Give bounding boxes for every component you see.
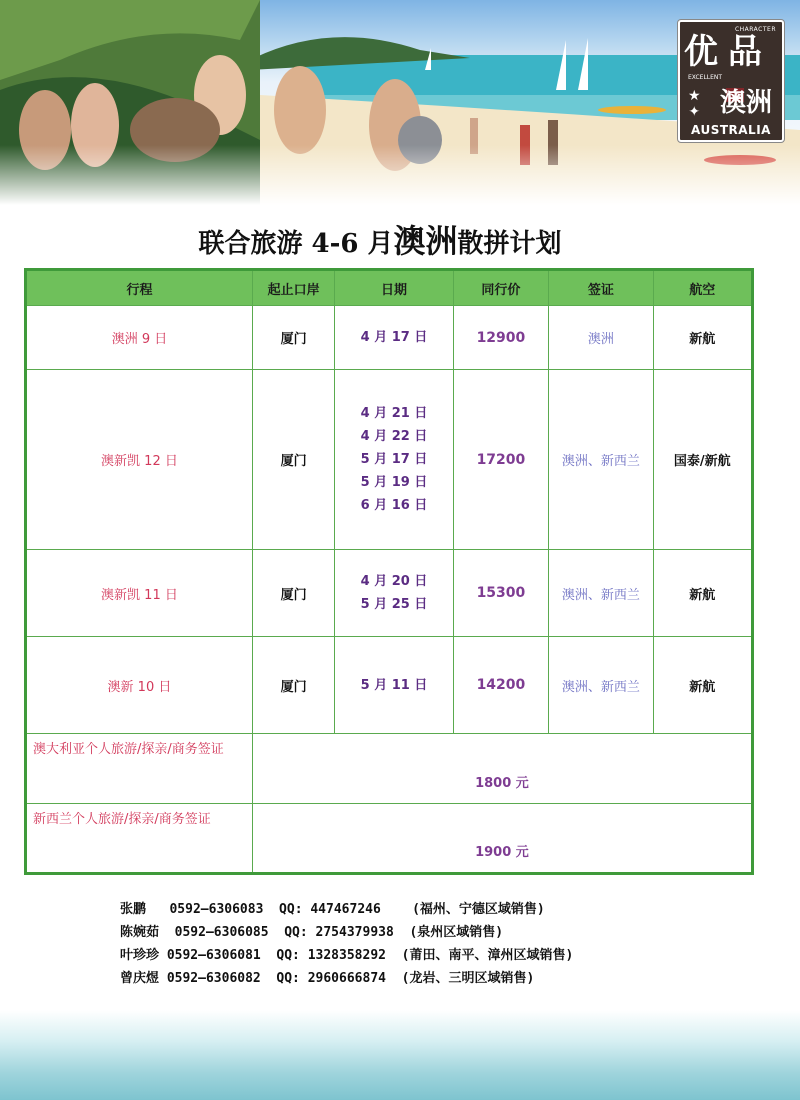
logo-character-text: CHARACTER xyxy=(734,26,776,33)
title-suffix: 散拼计划 xyxy=(457,229,562,259)
visa-service-price: 1900 元 xyxy=(252,804,752,874)
port-cell: 厦门 xyxy=(252,370,334,550)
table-row xyxy=(26,550,753,637)
date-cell xyxy=(335,370,453,550)
date-item: 5 月 11 日 xyxy=(360,677,428,693)
price-cell: 14200 xyxy=(453,637,548,734)
date-item: 6 月 16 日 xyxy=(360,498,428,513)
port-cell: 厦门 xyxy=(252,306,334,370)
date-cell xyxy=(335,306,453,370)
date-cell xyxy=(335,550,453,637)
contact-line: 曾庆煜 0592—6306082 QQ: 2960666874 (龙岩、三明区域销售) xyxy=(120,971,535,986)
page-title xyxy=(0,216,760,262)
table-row xyxy=(26,637,753,734)
star-icon: ★ ✦ xyxy=(688,88,701,120)
logo-char-you: 优 xyxy=(684,32,718,72)
tour-plan-table xyxy=(24,268,754,875)
logo-char-pin: 品 xyxy=(728,32,762,72)
table-row xyxy=(26,306,753,370)
port-cell: 厦门 xyxy=(252,637,334,734)
table-row xyxy=(26,370,753,550)
header-price: 同行价 xyxy=(453,270,548,306)
visa-cell: 澳洲、新西兰 xyxy=(549,637,653,734)
table-header-row xyxy=(26,270,753,306)
visa-cell: 澳洲 xyxy=(549,306,653,370)
visa-service-row xyxy=(26,734,753,804)
route-cell: 澳新 10 日 xyxy=(26,637,253,734)
visa-cell: 澳洲、新西兰 xyxy=(549,550,653,637)
port-cell: 厦门 xyxy=(252,550,334,637)
banner-fade xyxy=(0,145,800,205)
header-port: 起止口岸 xyxy=(252,270,334,306)
route-cell: 澳新凯 12 日 xyxy=(26,370,253,550)
airline-cell: 国泰/新航 xyxy=(653,370,752,550)
brand-logo xyxy=(678,20,784,142)
hero-banner xyxy=(0,0,800,205)
airline-cell: 新航 xyxy=(653,306,752,370)
airline-cell: 新航 xyxy=(653,637,752,734)
visa-service-label: 澳大利亚个人旅游/探亲/商务签证 xyxy=(26,734,253,804)
header-visa: 签证 xyxy=(549,270,653,306)
visa-service-label: 新西兰个人旅游/探亲/商务签证 xyxy=(26,804,253,874)
price-cell: 15300 xyxy=(453,550,548,637)
date-item: 4 月 20 日 xyxy=(360,574,428,589)
sea-footer-image xyxy=(0,1010,800,1100)
date-item: 4 月 17 日 xyxy=(360,330,428,345)
header-airline: 航空 xyxy=(653,270,752,306)
logo-country: AUSTRALIA xyxy=(691,123,771,137)
date-item: 5 月 19 日 xyxy=(360,475,428,490)
date-item: 4 月 22 日 xyxy=(360,429,428,444)
date-cell xyxy=(335,637,453,734)
price-cell: 17200 xyxy=(453,370,548,550)
title-place: 澳洲 xyxy=(393,222,458,260)
visa-service-price: 1800 元 xyxy=(252,734,752,804)
header-date: 日期 xyxy=(335,270,453,306)
visa-service-row xyxy=(26,804,753,874)
date-item: 5 月 17 日 xyxy=(360,452,428,467)
date-item: 4 月 21 日 xyxy=(360,406,428,421)
visa-cell: 澳洲、新西兰 xyxy=(549,370,653,550)
contact-line: 陈婉茹 0592—6306085 QQ: 2754379938 (泉州区域销售) xyxy=(120,925,504,940)
airline-cell: 新航 xyxy=(653,550,752,637)
contact-list xyxy=(120,898,720,990)
date-item: 5 月 25 日 xyxy=(360,597,428,612)
contact-line: 张鹏 0592—6306083 QQ: 447467246 (福州、宁德区域销售) xyxy=(120,902,545,917)
logo-excellent-text: EXCELLENT xyxy=(688,74,723,81)
price-cell: 12900 xyxy=(453,306,548,370)
contact-line: 叶珍珍 0592—6306081 QQ: 1328358292 (莆田、南平、漳州区域销售) xyxy=(120,948,574,963)
title-prefix: 联合旅游 4-6 月 xyxy=(198,229,394,259)
header-route: 行程 xyxy=(26,270,253,306)
route-cell: 澳洲 9 日 xyxy=(26,306,253,370)
route-cell: 澳新凯 11 日 xyxy=(26,550,253,637)
logo-au-name: 澳洲 xyxy=(720,88,773,118)
